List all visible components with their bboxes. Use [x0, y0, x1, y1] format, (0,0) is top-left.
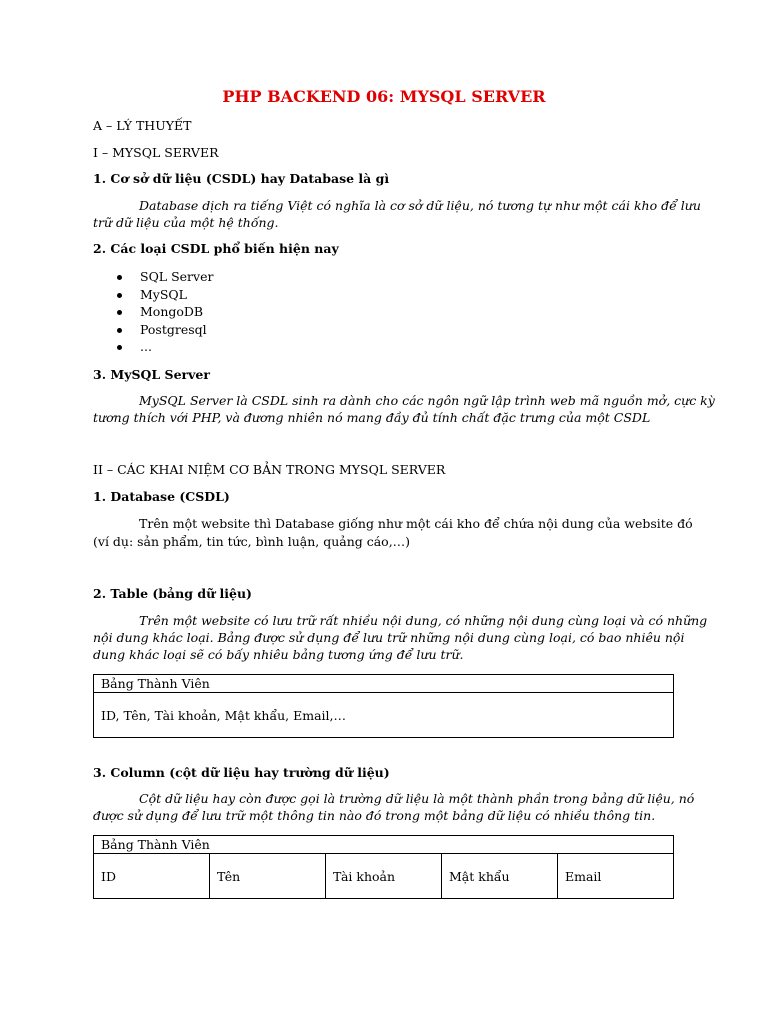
column-cell-name: Tên [210, 854, 326, 899]
t2-heading: 2. Table (bảng dữ liệu) [93, 586, 252, 601]
part-a-heading: A – LÝ THUYẾT [93, 118, 192, 133]
section-ii-heading: II – CÁC KHAI NIỆM CƠ BẢN TRONG MYSQL SERVER [93, 462, 446, 477]
list-item: MySQL [116, 286, 213, 304]
db-types-list [116, 268, 213, 356]
t3-paragraph-line1: Cột dữ liệu hay còn được gọi là trường dữ liệu là một thành phần trong bảng dữ liệu, nó [139, 791, 695, 806]
s1-paragraph-line1: Database dịch ra tiếng Việt có nghĩa là cơ sở dữ liệu, nó tương tự như một cái kho để lưu [139, 198, 701, 213]
column-cell-id: ID [94, 854, 210, 899]
s1-heading: 1. Cơ sở dữ liệu (CSDL) hay Database là gì [93, 171, 390, 186]
s3-paragraph-line2: tương thích với PHP, và đương nhiên nó mang đầy đủ tính chất đặc trưng của một CSDL [93, 410, 651, 425]
t3-heading: 3. Column (cột dữ liệu hay trường dữ liệu) [93, 765, 390, 780]
column-cell-account: Tài khoản [326, 854, 442, 899]
column-cell-email: Email [565, 869, 602, 884]
s2-heading: 2. Các loại CSDL phổ biến hiện nay [93, 241, 339, 256]
table-header: Bảng Thành Viên [94, 675, 673, 693]
list-item: MongoDB [116, 303, 213, 321]
section-i-heading: I – MYSQL SERVER [93, 145, 219, 160]
member-table-summary [93, 674, 674, 738]
t2-paragraph-line2: nội dung khác loại. Bảng được sử dụng để lưu trữ những nội dung cùng loại, có bao nhiêu nội [93, 630, 685, 645]
t2-paragraph-line1: Trên một website có lưu trữ rất nhiều nội dung, có những nội dung cùng loại và có những [139, 613, 708, 628]
column-cell-password: Mật khẩu [442, 854, 558, 899]
s3-heading: 3. MySQL Server [93, 367, 210, 382]
s3-paragraph-line1: MySQL Server là CSDL sinh ra dành cho các ngôn ngữ lập trình web mã nguồn mở, cực kỳ [139, 393, 715, 408]
t1-heading: 1. Database (CSDL) [93, 489, 230, 504]
list-item: Postgresql [116, 321, 213, 339]
table-row [94, 854, 673, 899]
page-title: PHP BACKEND 06: MYSQL SERVER [222, 87, 546, 106]
member-table-columns [93, 835, 674, 899]
t1-paragraph-line1: Trên một website thì Database giống như một cái kho để chứa nội dung của website đó [139, 516, 693, 531]
s1-paragraph-line2: trữ dữ liệu của một hệ thống. [93, 215, 279, 230]
t1-paragraph-line2: (ví dụ: sản phẩm, tin tức, bình luận, quảng cáo,…) [93, 534, 411, 549]
t2-paragraph-line3: dung khác loại sẽ có bấy nhiêu bảng tương ứng để lưu trữ. [93, 647, 464, 662]
table-body-cell: ID, Tên, Tài khoản, Mật khẩu, Email,… [101, 708, 347, 723]
table-header: Bảng Thành Viên [94, 836, 673, 854]
t3-paragraph-line2: được sử dụng để lưu trữ một thông tin nào đó trong một bảng dữ liệu có nhiều thông tin. [93, 808, 656, 823]
list-item: SQL Server [116, 268, 213, 286]
list-item: ... [116, 338, 213, 356]
